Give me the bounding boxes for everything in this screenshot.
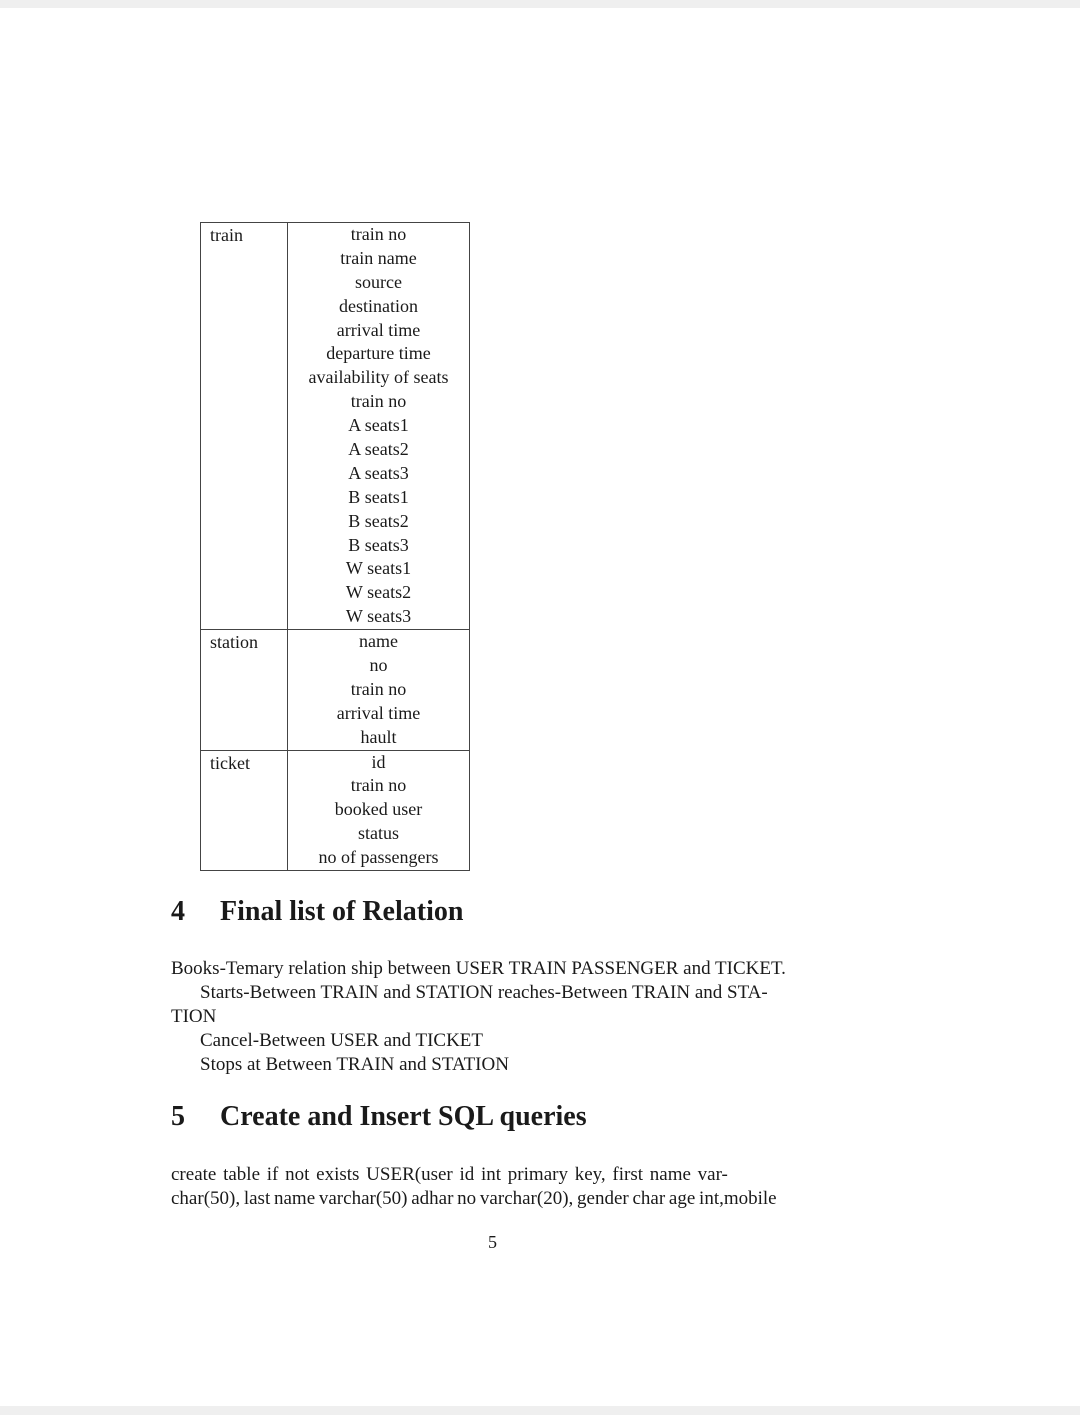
section-4-number: 4: [171, 896, 185, 927]
attribute-item: train name: [340, 247, 417, 268]
relation-line-text: Stops at Between TRAIN and STATION: [200, 1054, 509, 1075]
attribute-item: A seats3: [348, 462, 409, 483]
attribute-item: train no: [350, 224, 407, 244]
attribute-item: availability of seats: [308, 367, 449, 388]
relations-paragraph: [171, 957, 851, 1077]
relation-line-text: Starts-Between TRAIN and STATION reaches-Between TRAIN and STA-: [200, 982, 768, 1003]
sql-paragraph: [171, 1163, 851, 1211]
attribute-item: no of passengers: [318, 847, 439, 868]
attribute-item: departure time: [326, 343, 431, 364]
relation-line: [171, 1053, 851, 1077]
attribute-item: no: [369, 655, 388, 676]
table-row: [201, 223, 470, 630]
attribute-item: A seats1: [348, 415, 409, 436]
relation-line: [171, 981, 851, 1005]
attribute-item: destination: [339, 295, 418, 316]
attribute-item: name: [359, 631, 398, 652]
attribute-item: id: [371, 751, 386, 772]
attribute-item: W seats3: [345, 606, 412, 627]
attribute-item: B seats1: [348, 486, 409, 507]
attributes-table-body: [201, 223, 470, 871]
relation-line-text: Cancel-Between USER and TICKET: [200, 1030, 483, 1051]
attribute-item: train no: [350, 678, 407, 699]
document-page: [0, 8, 1080, 1406]
sql-line: char(50), last name varchar(50) adhar no varchar(20), gender char age int,mobile: [171, 1188, 777, 1209]
table-row: [201, 750, 470, 870]
section-5-number: 5: [171, 1101, 185, 1132]
attribute-item: arrival time: [336, 319, 421, 340]
attribute-item: train no: [350, 775, 407, 796]
table-row: [201, 630, 470, 750]
attribute-item: booked user: [334, 799, 423, 820]
entity-name: station: [201, 630, 288, 750]
entity-name: train: [201, 223, 288, 630]
attributes-table: [200, 222, 470, 871]
entity-name: ticket: [201, 750, 288, 870]
entity-attributes: [288, 223, 470, 630]
sql-line: create table if not exists USER(user id int primary key, first name var-: [171, 1164, 728, 1185]
attribute-item: B seats3: [348, 534, 409, 555]
relation-line: TION: [171, 1006, 217, 1027]
attribute-item: source: [355, 271, 402, 292]
attribute-item: hault: [360, 726, 397, 747]
section-5-title: Create and Insert SQL queries: [220, 1101, 587, 1132]
attribute-item: A seats2: [348, 439, 409, 460]
attribute-item: status: [357, 823, 399, 844]
attribute-item: train no: [350, 391, 407, 412]
attribute-item: W seats2: [345, 582, 412, 603]
entity-attributes: [288, 750, 470, 870]
attribute-item: B seats2: [348, 510, 409, 531]
attribute-item: arrival time: [336, 702, 421, 723]
section-4-title: Final list of Relation: [220, 896, 464, 927]
entity-attributes: [288, 630, 470, 750]
page-number: 5: [488, 1232, 497, 1252]
relation-line: Books-Temary relation ship between USER TRAIN PASSENGER and TICKET.: [171, 958, 786, 979]
section-5-heading: [171, 1101, 587, 1133]
relation-line: [171, 1029, 851, 1053]
attribute-item: W seats1: [345, 558, 412, 579]
section-4-heading: [171, 896, 463, 928]
